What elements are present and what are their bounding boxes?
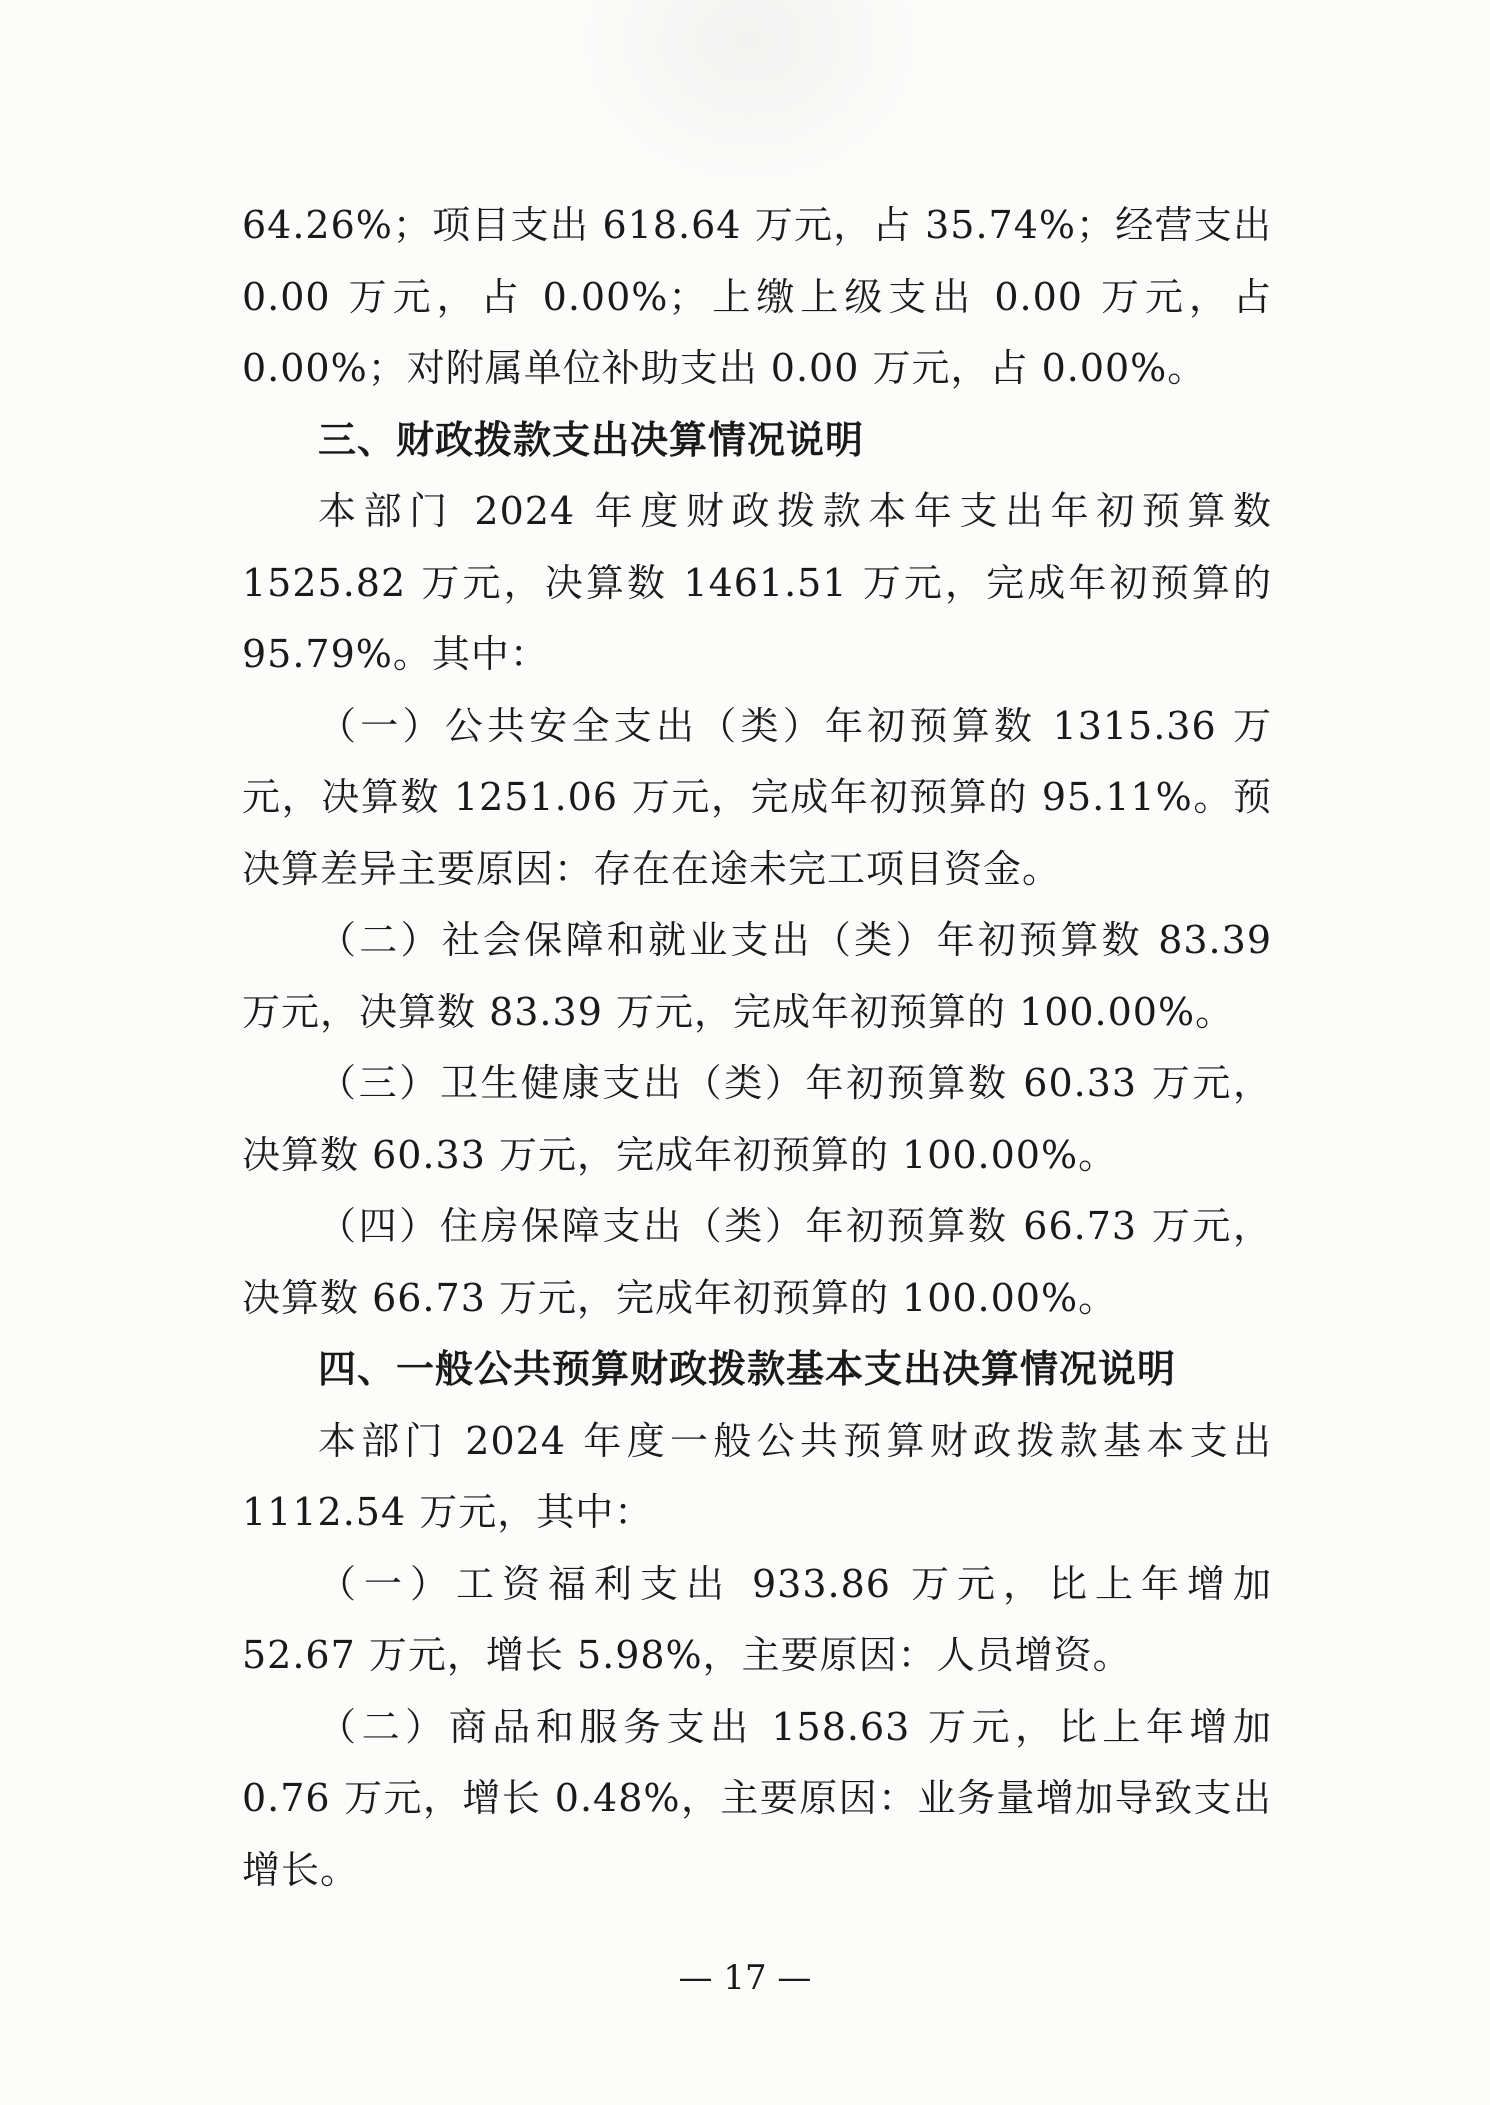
- paragraph-public-safety: （一）公共安全支出（类）年初预算数 1315.36 万元，决算数 1251.06 万元，完成年初预算的 95.11%。预决算差异主要原因：存在在途未完工项目资金。: [242, 703, 1272, 891]
- document-body: [242, 190, 1272, 1906]
- paragraph-goods-services: （二）商品和服务支出 158.63 万元，比上年增加 0.76 万元，增长 0.48%，主要原因：业务量增加导致支出增长。: [242, 1704, 1272, 1892]
- paragraph-health: （三）卫生健康支出（类）年初预算数 60.33 万元，决算数 60.33 万元，完成年初预算的 100.00%。: [242, 1061, 1272, 1177]
- paragraph-basic-expenditure: 本部门 2024 年度一般公共预算财政拨款基本支出 1112.54 万元，其中：: [242, 1418, 1272, 1534]
- section-heading-4: 四、一般公共预算财政拨款基本支出决算情况说明: [318, 1347, 1177, 1391]
- paragraph-summary-continued: 64.26%；项目支出 618.64 万元，占 35.74%；经营支出 0.00 万元，占 0.00%；上缴上级支出 0.00 万元，占 0.00%；对附属单位补助支出 0.00 万元，占 0.00%。: [242, 203, 1272, 390]
- paragraph-fiscal-overview: 本部门 2024 年度财政拨款本年支出年初预算数 1525.82 万元，决算数 1461.51 万元，完成年初预算的 95.79%。其中：: [242, 489, 1272, 676]
- section-heading-3: 三、财政拨款支出决算情况说明: [318, 417, 865, 462]
- scan-bleed-through: [560, 0, 940, 200]
- paragraph-housing: （四）住房保障支出（类）年初预算数 66.73 万元，决算数 66.73 万元，完成年初预算的 100.00%。: [242, 1204, 1272, 1320]
- page-number: — 17 —: [678, 1958, 812, 1998]
- paragraph-social-security: （二）社会保障和就业支出（类）年初预算数 83.39 万元，决算数 83.39 万元，完成年初预算的 100.00%。: [242, 918, 1272, 1034]
- paragraph-wages: （一）工资福利支出 933.86 万元，比上年增加 52.67 万元，增长 5.98%，主要原因：人员增资。: [242, 1561, 1272, 1677]
